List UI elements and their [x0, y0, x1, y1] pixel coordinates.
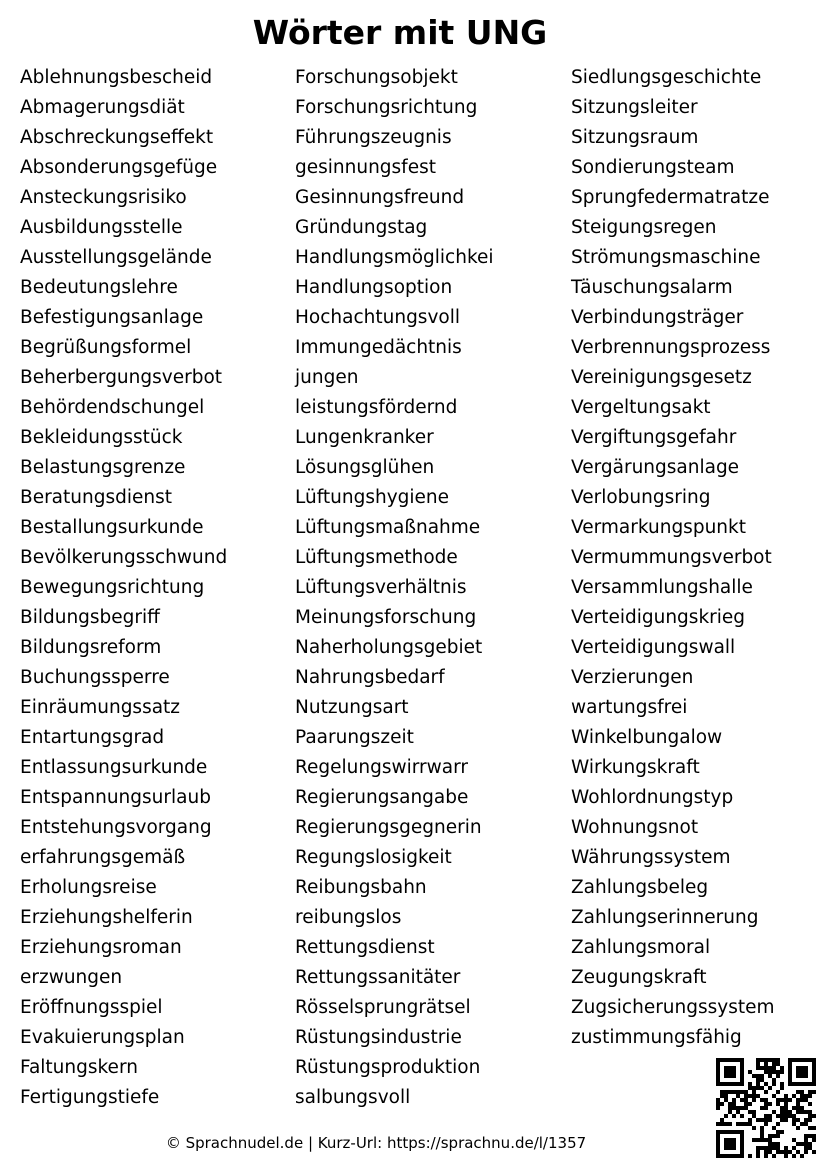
word-list-item: Bestallungsurkunde: [20, 517, 204, 538]
word-list-item: Entlassungsurkunde: [20, 757, 208, 778]
word-column-3: [571, 63, 826, 1053]
word-list-item: Reibungsbahn: [295, 877, 427, 898]
word-list-item: Siedlungsgeschichte: [571, 67, 762, 88]
word-list-item: Abmagerungsdiät: [20, 97, 185, 118]
word-list-item: leistungsfördernd: [295, 397, 458, 418]
word-list-item: Ansteckungsrisiko: [20, 187, 187, 208]
word-list-item: salbungsvoll: [295, 1087, 411, 1108]
word-list-item: Verlobungsring: [571, 487, 711, 508]
word-list-item: Erholungsreise: [20, 877, 157, 898]
word-list-item: Immungedächtnis: [295, 337, 462, 358]
word-list-item: Zugsicherungssystem: [571, 997, 775, 1018]
word-list-item: Nutzungsart: [295, 697, 409, 718]
word-column-2: [295, 63, 560, 1113]
word-list-item: Versammlungshalle: [571, 577, 753, 598]
word-list-item: Vermummungsverbot: [571, 547, 772, 568]
word-list-item: Sprungfedermatratze: [571, 187, 770, 208]
word-list-item: Lungenkranker: [295, 427, 434, 448]
word-list-item: Währungssystem: [571, 847, 731, 868]
word-list-item: Fertigungstiefe: [20, 1087, 160, 1108]
word-list-item: wartungsfrei: [571, 697, 688, 718]
word-list-item: Entstehungsvorgang: [20, 817, 212, 838]
word-list-item: Rüstungsindustrie: [295, 1027, 462, 1048]
word-list-item: Wohnungsnot: [571, 817, 699, 838]
word-list-item: Lüftungsmaßnahme: [295, 517, 481, 538]
word-list-item: Gesinnungsfreund: [295, 187, 465, 208]
word-list-item: Meinungsforschung: [295, 607, 477, 628]
word-list-item: Zahlungsmoral: [571, 937, 711, 958]
word-list-item: Ausstellungsgelände: [20, 247, 212, 268]
word-list-item: Absonderungsgefüge: [20, 157, 218, 178]
word-list-item: Vergeltungsakt: [571, 397, 711, 418]
word-list-item: Lüftungshygiene: [295, 487, 450, 508]
word-list-item: Vereinigungsgesetz: [571, 367, 752, 388]
word-list-item: Nahrungsbedarf: [295, 667, 445, 688]
word-list-item: Faltungskern: [20, 1057, 138, 1078]
word-list-item: Entartungsgrad: [20, 727, 165, 748]
word-list-item: Bildungsbegriff: [20, 607, 160, 628]
word-list-item: Regierungsgegnerin: [295, 817, 482, 838]
word-list-item: Wirkungskraft: [571, 757, 700, 778]
word-list-item: Forschungsobjekt: [295, 67, 458, 88]
word-list-item: Zahlungserinnerung: [571, 907, 759, 928]
word-list-item: Beherbergungsverbot: [20, 367, 223, 388]
word-column-1: [20, 63, 285, 1113]
word-list-item: Erziehungshelferin: [20, 907, 193, 928]
word-list-item: Verteidigungskrieg: [571, 607, 746, 628]
word-list-item: zustimmungsfähig: [571, 1027, 742, 1048]
word-list-item: Verbindungsträger: [571, 307, 744, 328]
word-list-item: Einräumungssatz: [20, 697, 181, 718]
word-list-item: Ablehnungsbescheid: [20, 67, 213, 88]
page-title: Wörter mit UNG: [252, 13, 548, 52]
word-list-item: Vermarkungspunkt: [571, 517, 746, 538]
word-list-item: Verbrennungsprozess: [571, 337, 771, 358]
word-list-item: Bekleidungsstück: [20, 427, 183, 448]
word-list-item: erfahrungsgemäß: [20, 847, 186, 868]
word-list-item: Beratungsdienst: [20, 487, 172, 508]
word-list-item: Handlungsmöglichkei: [295, 247, 494, 268]
word-list-item: erzwungen: [20, 967, 123, 988]
word-list-item: Erziehungsroman: [20, 937, 182, 958]
word-list-item: Gründungstag: [295, 217, 428, 238]
word-list-item: Führungszeugnis: [295, 127, 452, 148]
word-list-item: Paarungszeit: [295, 727, 414, 748]
word-list-item: Evakuierungsplan: [20, 1027, 185, 1048]
word-list-item: Regelungswirrwarr: [295, 757, 469, 778]
word-list-item: Rüstungsproduktion: [295, 1057, 481, 1078]
word-list-item: jungen: [295, 367, 359, 388]
word-list-item: Steigungsregen: [571, 217, 717, 238]
word-list-item: Rettungsdienst: [295, 937, 435, 958]
footer-copyright: © Sprachnudel.de | Kurz-Url: https://sprachnu.de/l/1357: [165, 1134, 587, 1152]
word-list-item: Lüftungsmethode: [295, 547, 458, 568]
word-list-item: Forschungsrichtung: [295, 97, 478, 118]
word-list-item: Winkelbungalow: [571, 727, 723, 748]
word-list-item: Zahlungsbeleg: [571, 877, 709, 898]
word-list-item: Sondierungsteam: [571, 157, 735, 178]
word-list-item: Verzierungen: [571, 667, 694, 688]
word-list-item: Bedeutungslehre: [20, 277, 178, 298]
word-list-item: Strömungsmaschine: [571, 247, 761, 268]
word-list-item: Regungslosigkeit: [295, 847, 452, 868]
word-list-item: gesinnungsfest: [295, 157, 436, 178]
word-list-item: Ausbildungsstelle: [20, 217, 183, 238]
word-list-item: Behördendschungel: [20, 397, 205, 418]
word-list-item: Täuschungsalarm: [571, 277, 733, 298]
word-list-item: reibungslos: [295, 907, 402, 928]
word-list-item: Belastungsgrenze: [20, 457, 186, 478]
word-list-item: Eröffnungsspiel: [20, 997, 163, 1018]
word-list-item: Rösselsprungrätsel: [295, 997, 471, 1018]
word-list-item: Vergärungsanlage: [571, 457, 740, 478]
word-list-item: Buchungssperre: [20, 667, 170, 688]
word-list-item: Sitzungsraum: [571, 127, 699, 148]
word-list-item: Verteidigungswall: [571, 637, 736, 658]
word-list-item: Abschreckungseffekt: [20, 127, 214, 148]
word-list-item: Begrüßungsformel: [20, 337, 192, 358]
word-list-item: Lüftungsverhältnis: [295, 577, 467, 598]
word-list-item: Handlungsoption: [295, 277, 453, 298]
word-list-item: Bewegungsrichtung: [20, 577, 205, 598]
word-list-item: Lösungsglühen: [295, 457, 435, 478]
word-list-item: Rettungssanitäter: [295, 967, 461, 988]
word-list-item: Wohlordnungstyp: [571, 787, 734, 808]
word-list-item: Bevölkerungsschwund: [20, 547, 228, 568]
word-list-item: Sitzungsleiter: [571, 97, 698, 118]
word-list-item: Hochachtungsvoll: [295, 307, 460, 328]
word-list-item: Naherholungsgebiet: [295, 637, 483, 658]
word-list-item: Bildungsreform: [20, 637, 162, 658]
word-list-item: Entspannungsurlaub: [20, 787, 211, 808]
word-list-item: Zeugungskraft: [571, 967, 707, 988]
word-list-item: Vergiftungsgefahr: [571, 427, 737, 448]
word-list-item: Regierungsangabe: [295, 787, 469, 808]
word-list-item: Befestigungsanlage: [20, 307, 204, 328]
